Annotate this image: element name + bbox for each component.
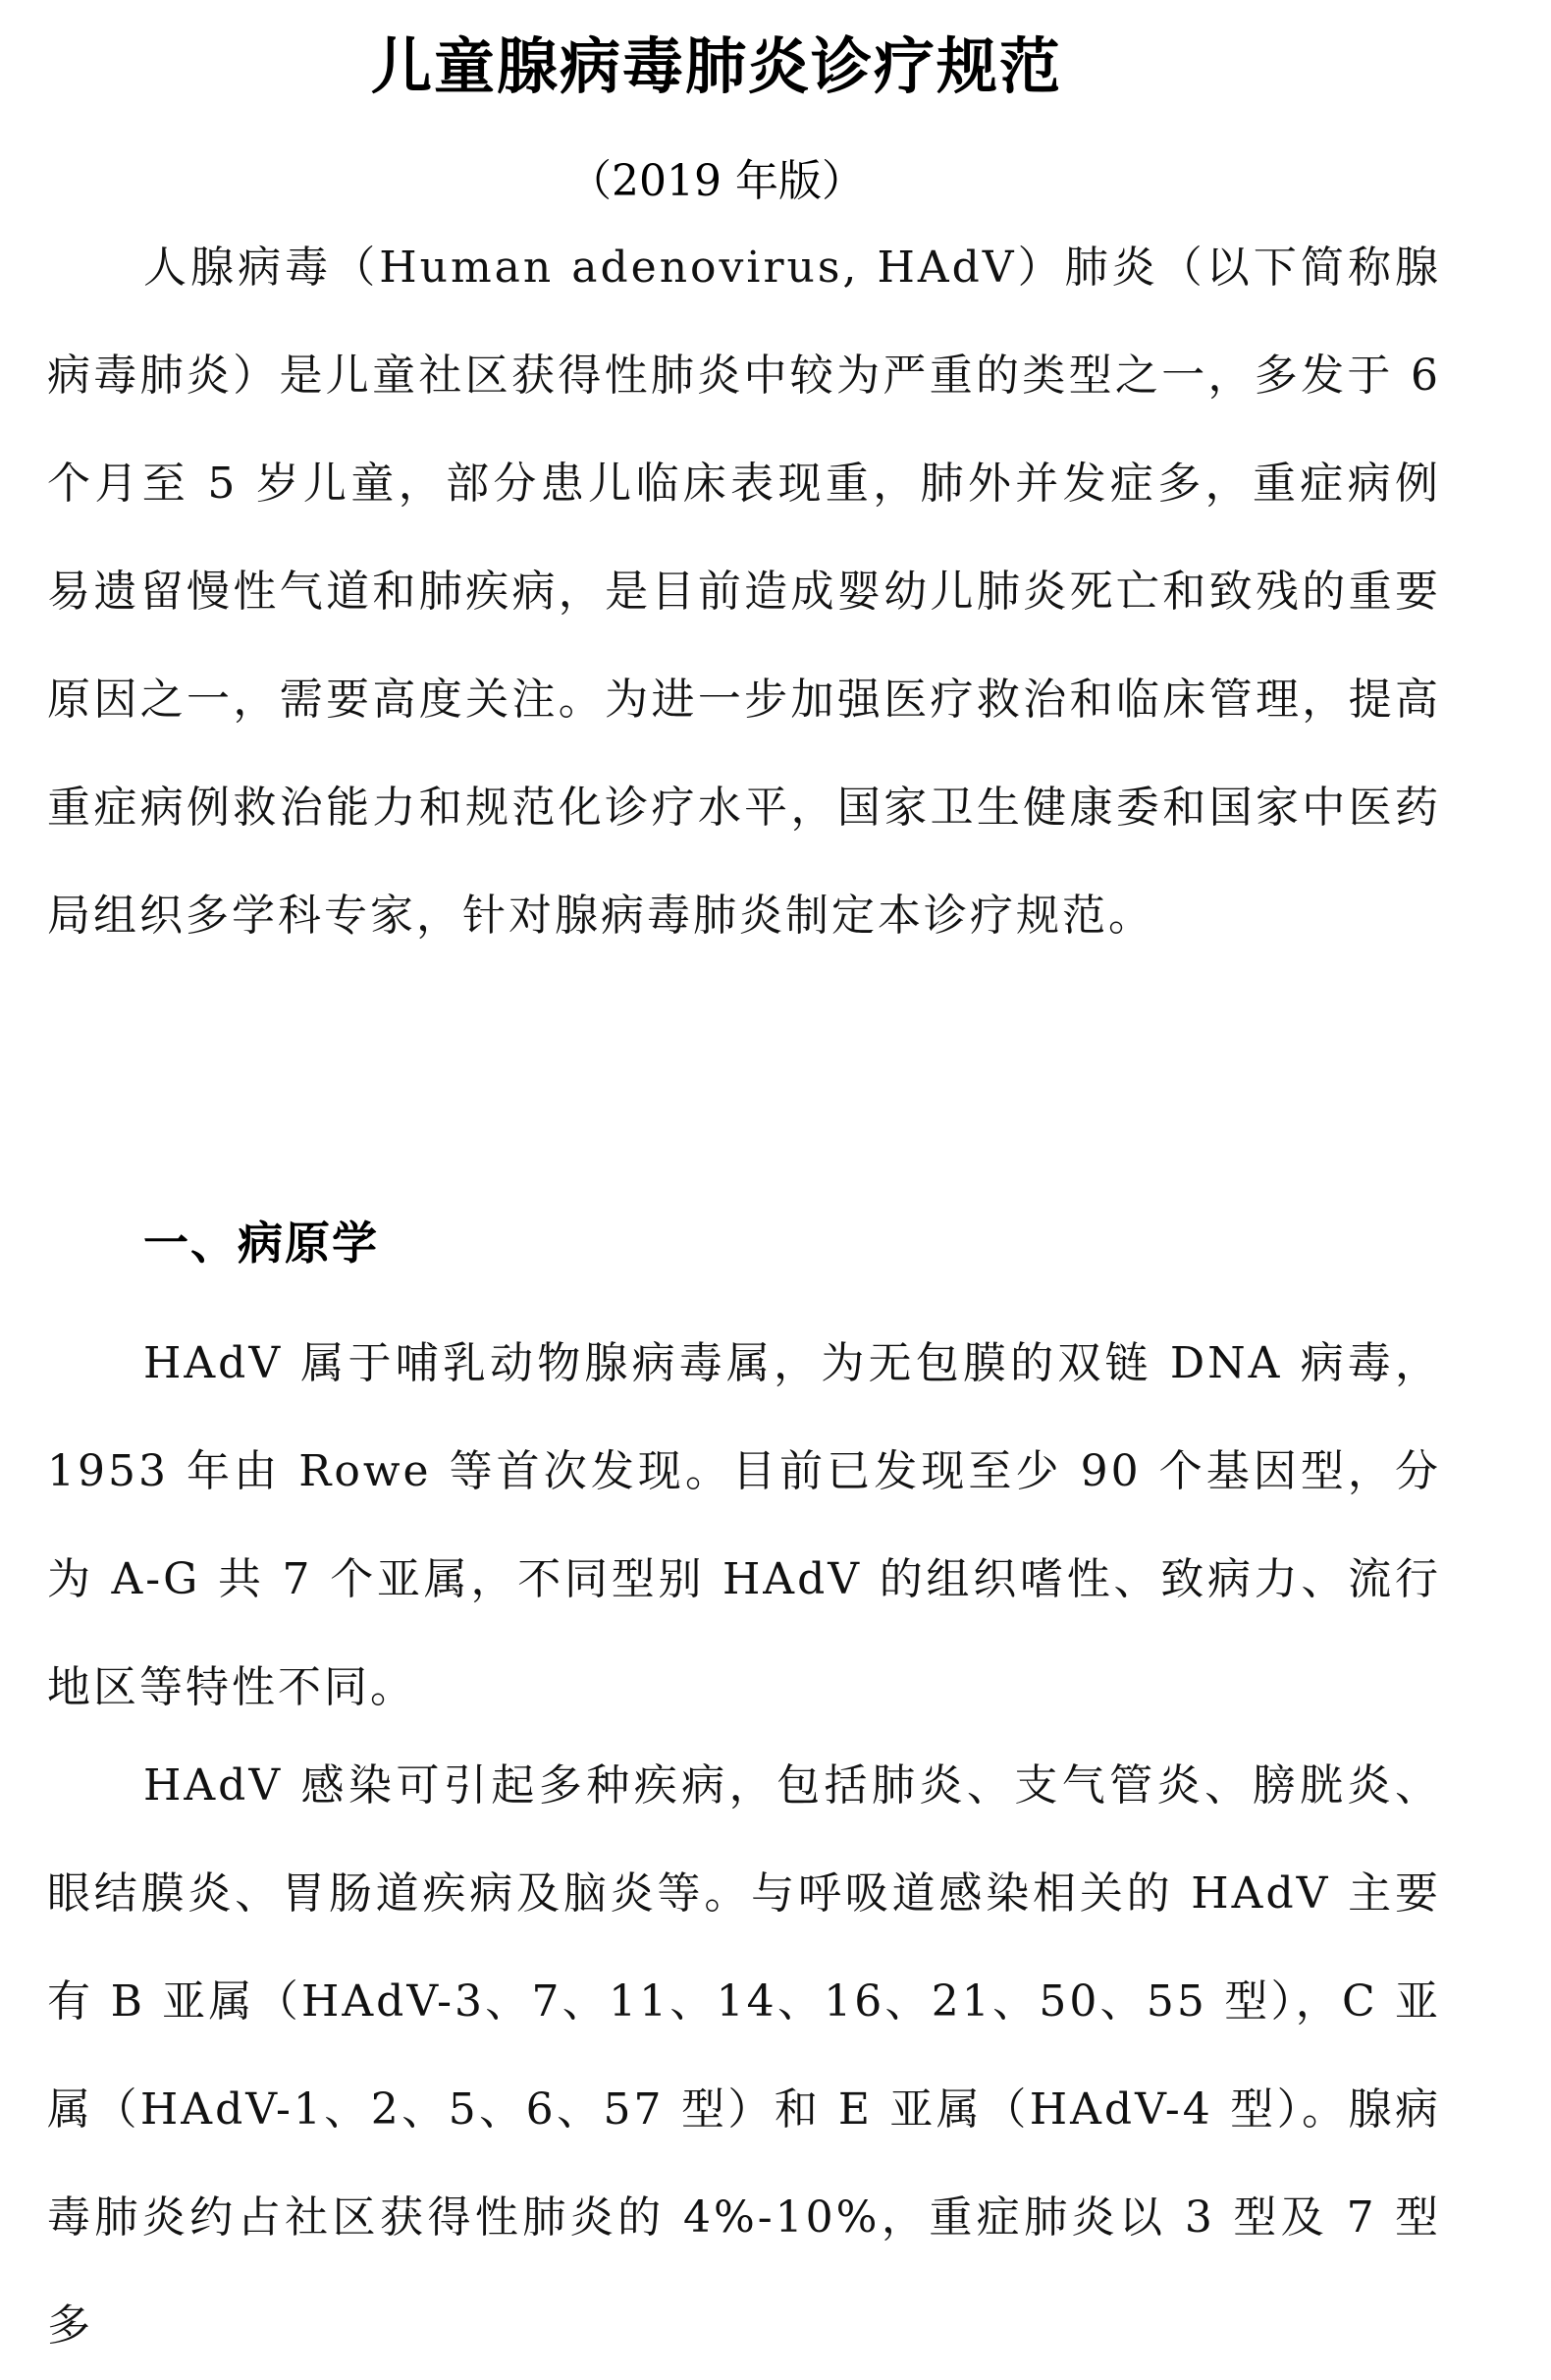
document-subtitle: （2019 年版） bbox=[568, 156, 865, 206]
etiology-paragraph-2: HAdV 感染可引起多种疾病，包括肺炎、支气管炎、膀胱炎、眼结膜炎、胃肠道疾病及脑炎等。与呼吸道感染相关的 HAdV 主要有 B 亚属（HAdV-3、7、11、14、16、21、50、55 型），C 亚属（HAdV-1、2、5、6、57 型）和 E 亚属（HAdV-4 型）。腺病毒肺炎约占社区获得性肺炎的 4%-10%，重症肺炎以 3 型及 7 型多 bbox=[47, 1760, 1441, 2351]
document-title: 儿童腺病毒肺炎诊疗规范 bbox=[370, 30, 1062, 102]
intro-paragraph: 人腺病毒（Human adenovirus, HAdV）肺炎（以下简称腺病毒肺炎）是儿童社区获得性肺炎中较为严重的类型之一，多发于 6 个月至 5 岁儿童，部分患儿临床表现重，肺外并发症多，重症病例易遗留慢性气道和肺疾病，是目前造成婴幼儿肺炎死亡和致残的重要原因之一，需要高度关注。为进一步加强医疗救治和临床管理，提高重症病例救治能力和规范化诊疗水平，国家卫生健康委和国家中医药局组织多学科专家，针对腺病毒肺炎制定本诊疗规范。 bbox=[47, 243, 1441, 941]
section-heading-etiology: 一、病原学 bbox=[143, 1217, 379, 1270]
etiology-paragraph-1: HAdV 属于哺乳动物腺病毒属，为无包膜的双链 DNA 病毒，1953 年由 Rowe 等首次发现。目前已发现至少 90 个基因型，分为 A-G 共 7 个亚属，不同型别 HAdV 的组织嗜性、致病力、流行地区等特性不同。 bbox=[47, 1338, 1441, 1712]
